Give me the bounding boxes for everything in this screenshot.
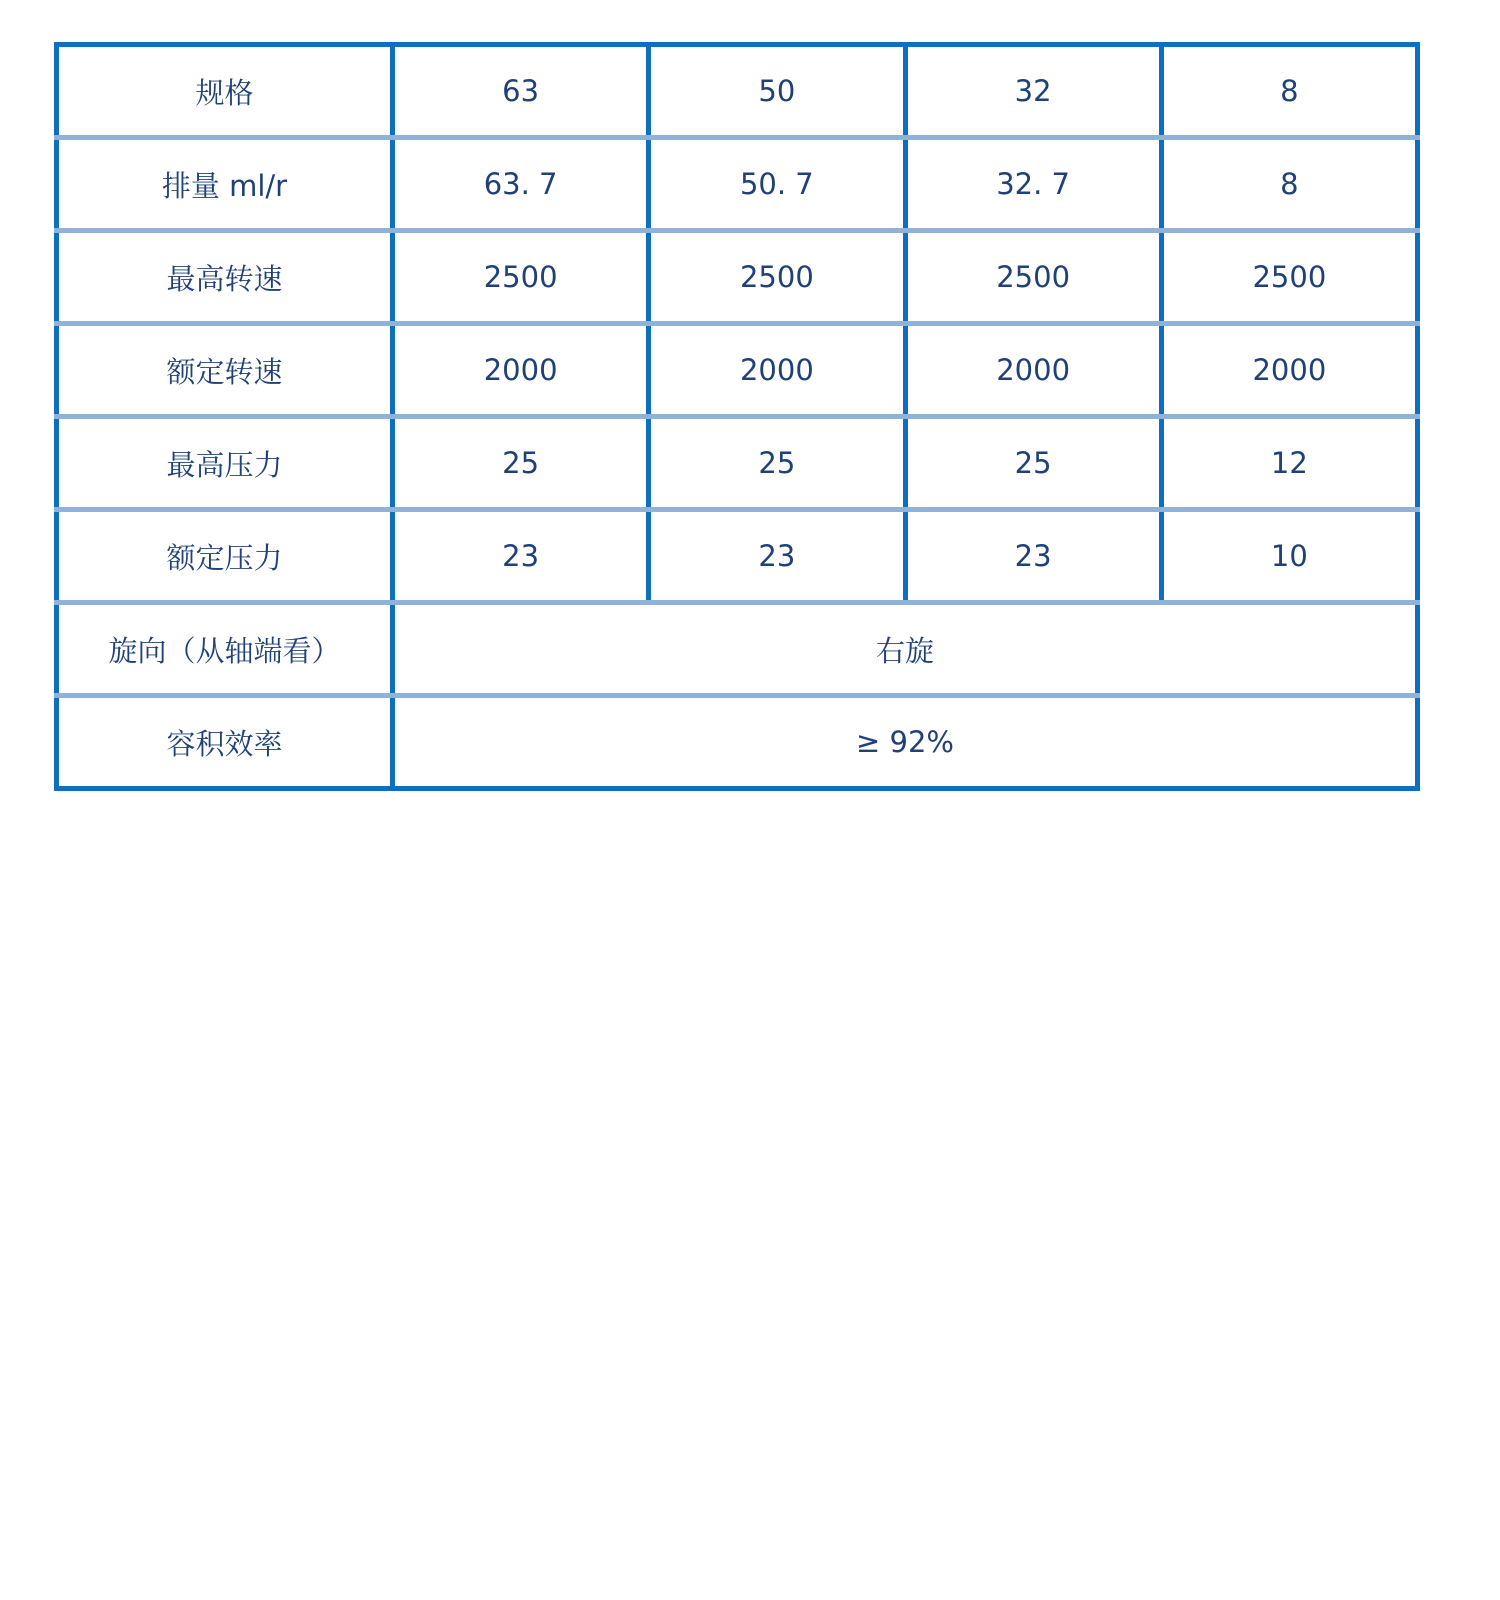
table-cell: 2000: [649, 324, 905, 417]
table-row: [57, 696, 1418, 789]
table-cell: 25: [393, 417, 649, 510]
row-label: 额定转速: [57, 324, 393, 417]
table-cell: 2500: [393, 231, 649, 324]
row-label: 规格: [57, 45, 393, 138]
table-cell: 2000: [905, 324, 1161, 417]
table-row: [57, 510, 1418, 603]
row-label: 排量 ml/r: [57, 138, 393, 231]
table-row: [57, 603, 1418, 696]
table-row: [57, 138, 1418, 231]
table-cell: 63. 7: [393, 138, 649, 231]
table-cell: 2500: [905, 231, 1161, 324]
table-cell: 2000: [1161, 324, 1417, 417]
merged-cell: ≥ 92%: [393, 696, 1418, 789]
row-label: 最高转速: [57, 231, 393, 324]
row-label: 旋向（从轴端看）: [57, 603, 393, 696]
table-cell: 50. 7: [649, 138, 905, 231]
row-label: 最高压力: [57, 417, 393, 510]
table-cell: 8: [1161, 45, 1417, 138]
row-label: 容积效率: [166, 726, 283, 761]
row-label: 额定压力: [57, 510, 393, 603]
table-cell: 23: [649, 510, 905, 603]
table-cell: 23: [905, 510, 1161, 603]
table-cell: 25: [649, 417, 905, 510]
table-cell: 63: [393, 45, 649, 138]
table-cell: 23: [393, 510, 649, 603]
table-row: [57, 324, 1418, 417]
merged-cell: 右旋: [393, 603, 1418, 696]
table-cell: 10: [1161, 510, 1417, 603]
table-row: [57, 417, 1418, 510]
table-cell: 32: [905, 45, 1161, 138]
spec-table-body: [57, 45, 1418, 789]
table-cell: 12: [1161, 417, 1417, 510]
table-cell: 25: [905, 417, 1161, 510]
table-row: [57, 231, 1418, 324]
spec-table: [54, 42, 1420, 791]
table-cell: 50: [649, 45, 905, 138]
table-cell: 32. 7: [905, 138, 1161, 231]
table-cell: 2500: [649, 231, 905, 324]
table-cell: 8: [1161, 138, 1417, 231]
table-cell: 2500: [1161, 231, 1417, 324]
table-row: [57, 45, 1418, 138]
table-cell: 2000: [393, 324, 649, 417]
